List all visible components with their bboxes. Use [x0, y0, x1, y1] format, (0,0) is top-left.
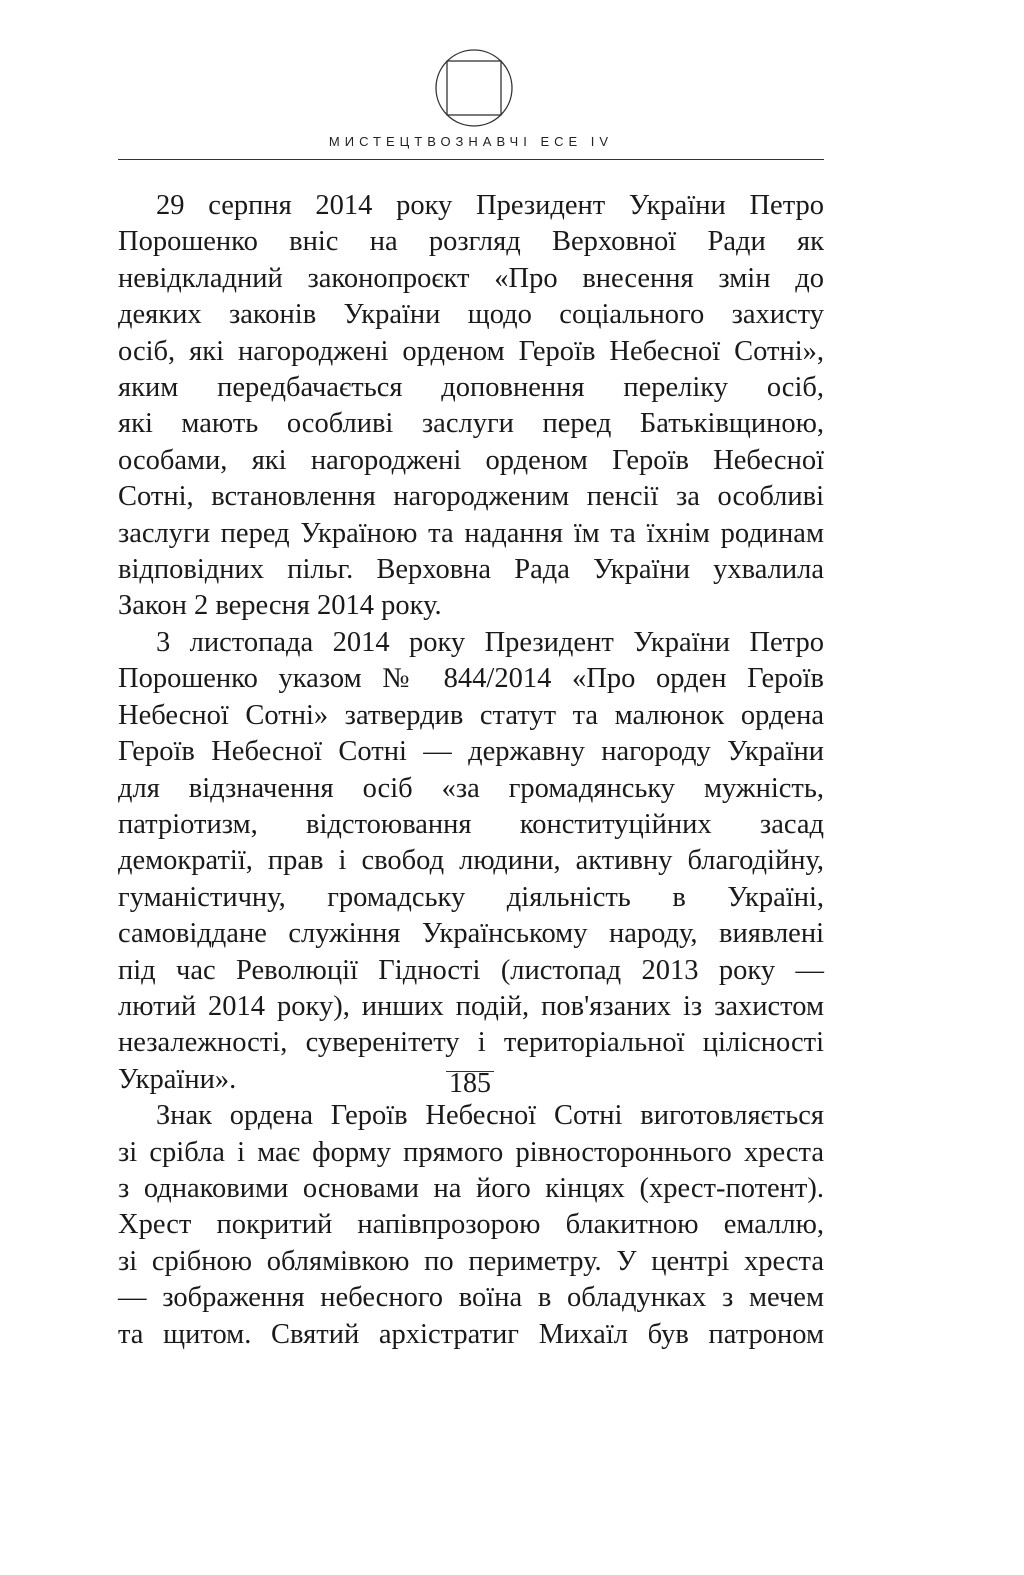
text-line: 29 серпня 2014 року Президент України Петро	[156, 190, 824, 221]
text-line: під час Революції Гідності (листопад 2013 року —	[118, 954, 824, 986]
text-line: Порошенко вніс на розгляд Верховної Ради як	[118, 226, 824, 258]
text-line: та щитом. Святий архістратиг Михаїл був патроном	[118, 1318, 824, 1350]
text-line: з однаковими основами на його кінцях (хрест-потент).	[118, 1172, 824, 1204]
running-head: МИСТЕЦТВОЗНАВЧІ ЕСЕ IV	[328, 134, 614, 149]
text-line: зі срібною облямівкою по периметру. У центрі хреста	[118, 1245, 824, 1277]
text-line: заслуги перед Україною та надання їм та їхнім родинам	[118, 517, 824, 549]
text-line: деяких законів України щодо соціального захисту	[118, 299, 824, 331]
logo-circle-square-icon	[434, 48, 514, 128]
text-line: Героїв Небесної Сотні — державну нагороду України	[118, 736, 824, 768]
text-line: Небесної Сотні» затвердив статут та малюнок ордена	[118, 699, 824, 731]
text-line: яким передбачається доповнення переліку осіб,	[118, 372, 824, 404]
header-rule	[118, 159, 824, 160]
text-line: Хрест покритий напівпрозорою блакитною емаллю,	[118, 1209, 824, 1241]
text-line: — зображення небесного воїна в обладунках з мечем	[118, 1282, 824, 1314]
text-line: Порошенко указом № 844/2014 «Про орден Героїв	[118, 663, 824, 695]
text-line: гуманістичну, громадську діяльність в Україні,	[118, 881, 824, 913]
text-line: які мають особливі заслуги перед Батьківщиною,	[118, 408, 824, 440]
text-line: демократії, прав і свобод людини, активну благодійну,	[118, 845, 824, 877]
text-line: відповідних пільг. Верховна Рада України ухвалила	[118, 554, 824, 586]
text-line: самовіддане служіння Українському народу, виявлені	[118, 918, 824, 950]
text-line: 3 листопада 2014 року Президент України Петро	[156, 626, 824, 658]
text-line: Закон 2 вересня 2014 року.	[118, 590, 442, 622]
body-text	[118, 188, 824, 1353]
text-line: лютий 2014 року), инших подій, пов'язаних із захистом	[118, 990, 824, 1022]
text-line: зі срібла і має форму прямого рівностороннього хреста	[118, 1136, 824, 1168]
page-number: 185	[449, 1068, 491, 1099]
text-line: невідкладний законопроєкт «Про внесення змін до	[118, 262, 824, 294]
text-line: Сотні, встановлення нагородженим пенсії за особливі	[118, 481, 824, 513]
paragraph	[118, 625, 824, 1098]
paragraph	[118, 188, 824, 625]
text-line: України».	[118, 1063, 237, 1095]
paragraph	[118, 1098, 824, 1353]
text-line: Знак ордена Героїв Небесної Сотні виготовляється	[156, 1100, 824, 1132]
text-line: для відзначення осіб «за громадянську мужність,	[118, 772, 824, 804]
text-line: незалежності, суверенітету і територіальної цілісності	[118, 1027, 824, 1059]
text-line: осіб, які нагороджені орденом Героїв Небесної Сотні»,	[118, 335, 824, 367]
text-line: патріотизм, відстоювання конституційних засад	[118, 808, 824, 840]
text-line: особами, які нагороджені орденом Героїв Небесної	[118, 444, 824, 476]
